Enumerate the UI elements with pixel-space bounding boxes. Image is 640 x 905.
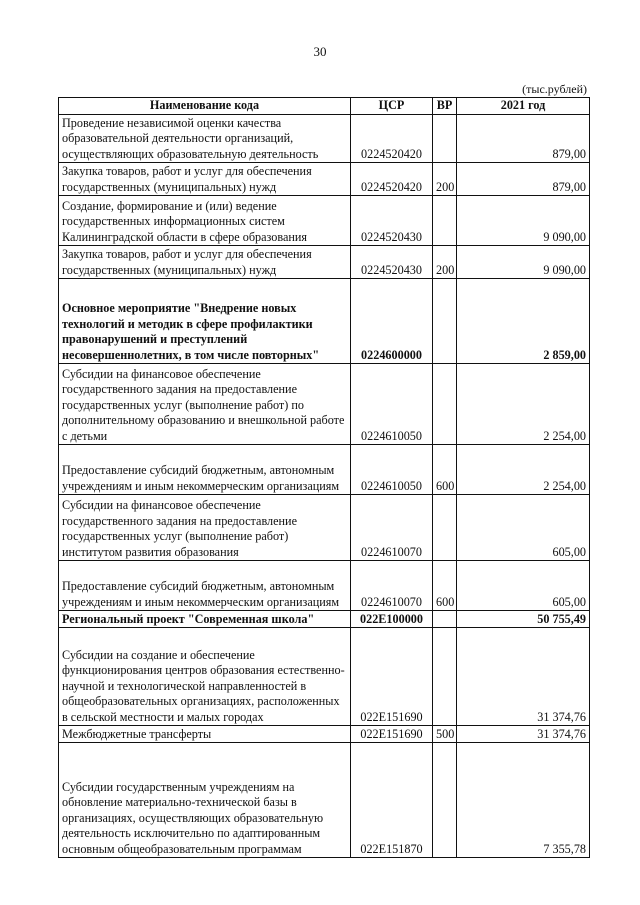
row-amount: 605,00 [457, 561, 590, 611]
row-name: Региональный проект "Современная школа" [59, 611, 351, 628]
row-amount: 879,00 [457, 115, 590, 163]
table-row [59, 163, 590, 196]
row-amount: 31 374,76 [457, 726, 590, 743]
header-code: ЦСР [351, 98, 433, 115]
table-row [59, 495, 590, 561]
row-name: Предоставление субсидий бюджетным, автономным учреждениям и иным некоммерческим организациям [59, 561, 351, 611]
row-amount: 50 755,49 [457, 611, 590, 628]
row-amount: 2 254,00 [457, 364, 590, 445]
row-vr [433, 611, 457, 628]
row-code: 022E151690 [351, 726, 433, 743]
row-vr [433, 115, 457, 163]
table-row [59, 628, 590, 726]
row-vr: 200 [433, 246, 457, 279]
header-vr: ВР [433, 98, 457, 115]
row-name: Субсидии на финансовое обеспечение государственного задания на предоставление государственных услуг (выполнение работ) по дополнительному образованию и внешкольной работе с детьми [59, 364, 351, 445]
row-amount: 2 254,00 [457, 445, 590, 495]
row-code: 0224520420 [351, 115, 433, 163]
table-header-row [59, 98, 590, 115]
row-name: Субсидии на создание и обеспечение функционирования центров образования естественно-научной и технологической направленностей в общеобразовательных организациях, расположенных в сельской местности и малых городах [59, 628, 351, 726]
row-amount: 879,00 [457, 163, 590, 196]
table-row [59, 561, 590, 611]
row-code: 0224520430 [351, 196, 433, 246]
row-name: Межбюджетные трансферты [59, 726, 351, 743]
row-vr: 200 [433, 163, 457, 196]
row-code: 0224600000 [351, 279, 433, 364]
table-row [59, 743, 590, 858]
row-vr: 600 [433, 445, 457, 495]
row-name: Субсидии государственным учреждениям на обновление материально-технической базы в организациях, осуществляющих образовательную деятельность исключительно по адаптированным основным общеобразовательным программам [59, 743, 351, 858]
row-code: 022E151870 [351, 743, 433, 858]
row-code: 0224520420 [351, 163, 433, 196]
units-label: (тыс.рублей) [522, 82, 587, 96]
row-vr [433, 364, 457, 445]
row-vr [433, 495, 457, 561]
row-vr: 600 [433, 561, 457, 611]
row-amount: 2 859,00 [457, 279, 590, 364]
table-row [59, 115, 590, 163]
row-vr: 500 [433, 726, 457, 743]
row-code: 0224520430 [351, 246, 433, 279]
row-amount: 9 090,00 [457, 246, 590, 279]
row-vr [433, 279, 457, 364]
row-name: Закупка товаров, работ и услуг для обеспечения государственных (муниципальных) нужд [59, 246, 351, 279]
row-vr [433, 196, 457, 246]
row-name: Основное мероприятие "Внедрение новых технологий и методик в сфере профилактики правонарушений и преступлений несовершеннолетних, в том числе повторных" [59, 279, 351, 364]
table-row [59, 364, 590, 445]
row-code: 022E151690 [351, 628, 433, 726]
row-code: 0224610050 [351, 445, 433, 495]
row-name: Создание, формирование и (или) ведение государственных информационных систем Калининградской области в сфере образования [59, 196, 351, 246]
row-code: 022E100000 [351, 611, 433, 628]
row-code: 0224610050 [351, 364, 433, 445]
budget-table [58, 97, 590, 858]
table-row [59, 611, 590, 628]
row-name: Предоставление субсидий бюджетным, автономным учреждениям и иным некоммерческим организациям [59, 445, 351, 495]
table-row [59, 726, 590, 743]
row-name: Проведение независимой оценки качества образовательной деятельности организаций, осуществляющих образовательную деятельность [59, 115, 351, 163]
table-row [59, 246, 590, 279]
row-amount: 9 090,00 [457, 196, 590, 246]
row-vr [433, 628, 457, 726]
table-row [59, 279, 590, 364]
row-amount: 605,00 [457, 495, 590, 561]
row-code: 0224610070 [351, 495, 433, 561]
row-vr [433, 743, 457, 858]
row-amount: 31 374,76 [457, 628, 590, 726]
row-name: Закупка товаров, работ и услуг для обеспечения государственных (муниципальных) нужд [59, 163, 351, 196]
table-row [59, 445, 590, 495]
row-amount: 7 355,78 [457, 743, 590, 858]
page-number: 30 [313, 44, 327, 59]
header-name: Наименование кода [59, 98, 351, 115]
row-code: 0224610070 [351, 561, 433, 611]
table-row [59, 196, 590, 246]
row-name: Субсидии на финансовое обеспечение государственного задания на предоставление государственных услуг (выполнение работ) институтом развития образования [59, 495, 351, 561]
header-year: 2021 год [457, 98, 590, 115]
